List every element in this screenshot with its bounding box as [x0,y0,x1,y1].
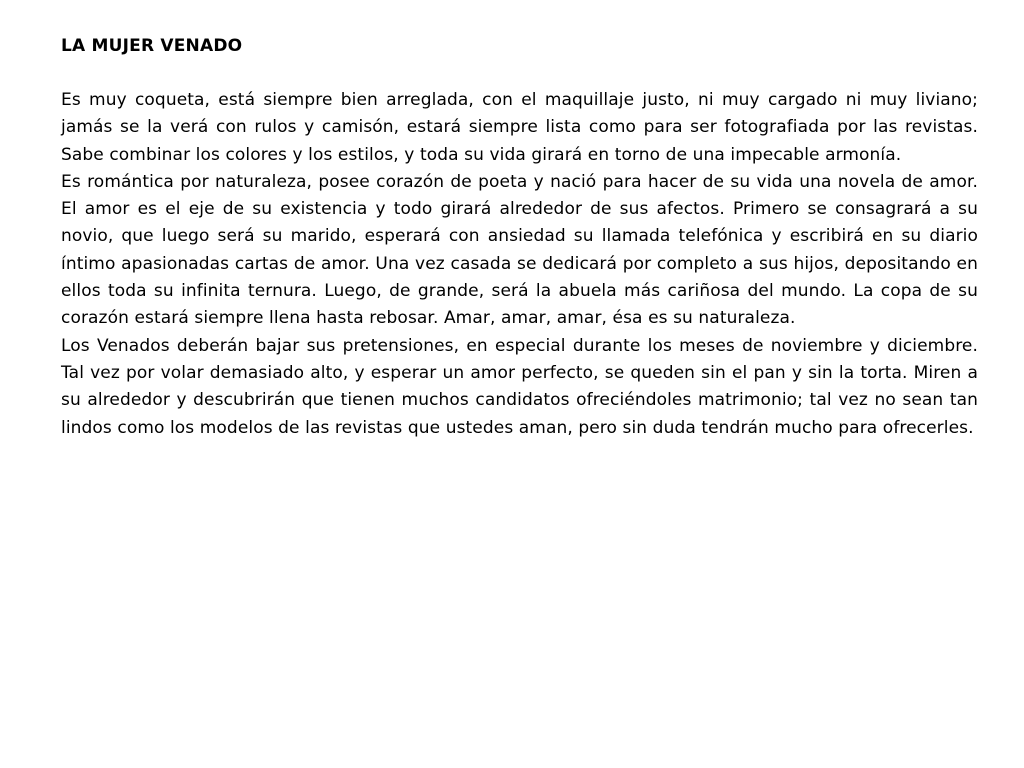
document-title: LA MUJER VENADO [61,36,243,56]
paragraph-2: Es romántica por naturaleza, posee corazón de poeta y nació para hacer de su vida una novela de amor. El amor es el eje de su existencia y todo girará alrededor de sus afectos. Primero se consagrará a su novio, que luego será su marido, esperará con ansiedad su llamada telefónica y escribirá en su diario íntimo apasionadas cartas de amor. Una vez casada se dedicará por completo a sus hijos, depositando en ellos toda su infinita ternura. Luego, de grande, será la abuela más cariñosa del mundo. La copa de su corazón estará siempre llena hasta rebosar. Amar, amar, amar, ésa es su naturaleza. [61,171,978,329]
paragraph-3: Los Venados deberán bajar sus pretensiones, en especial durante los meses de noviembre y diciembre. Tal vez por volar demasiado alto, y esperar un amor perfecto, se queden sin el pan y sin la torta. Miren a su alrededor y descubrirán que tienen muchos candidatos ofreciéndoles matrimonio; tal vez no sean tan lindos como los modelos de las revistas que ustedes aman, pero sin duda tendrán mucho para ofrecerles. [61,335,978,438]
title-spacer [61,60,978,87]
paragraph-1: Es muy coqueta, está siempre bien arreglada, con el maquillaje justo, ni muy cargado ni muy liviano; jamás se la verá con rulos y camisón, estará siempre lista como para ser fotografiada por las revistas. Sabe combinar los colores y los estilos, y toda su vida girará en torno de una impecable armonía. [61,90,978,165]
